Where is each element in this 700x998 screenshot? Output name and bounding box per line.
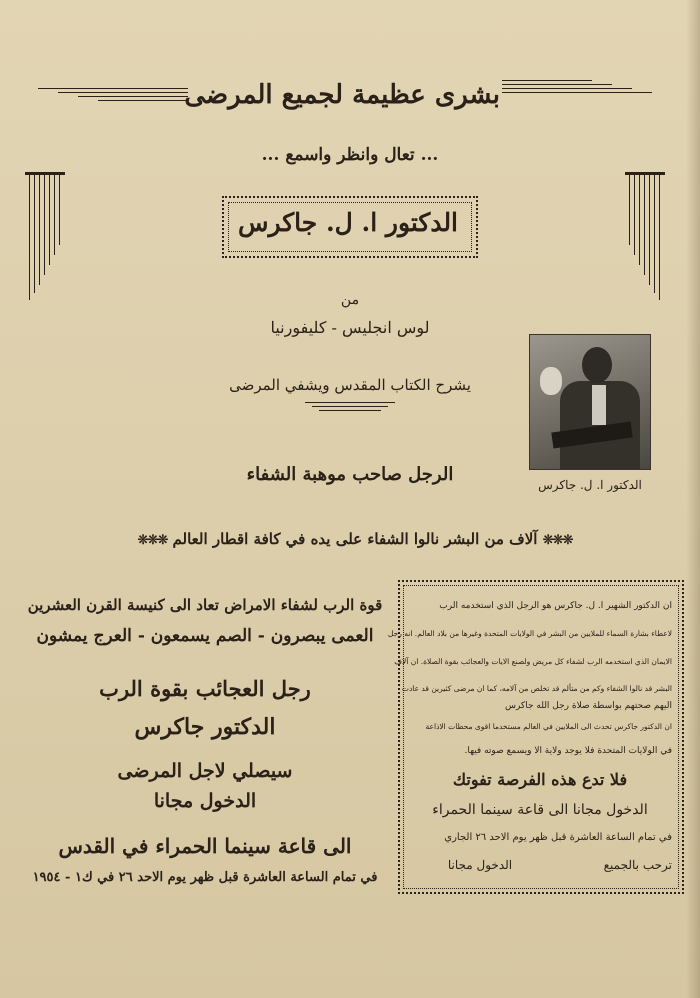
banner-ornament-right: ❊❊❊ bbox=[542, 533, 573, 548]
from-label: من bbox=[340, 292, 360, 308]
header-rule-left bbox=[38, 88, 188, 104]
left-line-2: العمى يبصرون - الصم يسمعون - العرج يمشون bbox=[36, 626, 374, 646]
headline: بشرى عظيمة لجميع المرضى bbox=[184, 80, 500, 110]
left-line-3: رجل العجائب بقوة الرب bbox=[99, 676, 311, 701]
banner-ornament-left: ❊❊❊ bbox=[137, 533, 168, 548]
left-line-6: الدخول مجانا bbox=[153, 790, 257, 812]
box-line-7: في الولايات المتحدة فلا يوجد ولاية الا ويسمع صوته فيها. bbox=[464, 746, 672, 756]
left-line-5: سيصلي لاجل المرضى bbox=[117, 760, 293, 782]
banner-text: آلاف من البشر نالوا الشفاء على يده في كافة اقطار العالم bbox=[172, 530, 538, 548]
page-edge-shadow bbox=[686, 0, 700, 998]
header-rule-right bbox=[502, 80, 652, 96]
description: يشرح الكتاب المقدس ويشفي المرضى bbox=[229, 376, 471, 394]
photo-caption: الدكتور ا. ل. جاكرس bbox=[538, 478, 642, 492]
left-line-7: الى قاعة سينما الحمراء في القدس bbox=[58, 834, 352, 858]
box-entry-line: الدخول مجانا الى قاعة سينما الحمراء bbox=[432, 802, 648, 818]
banner bbox=[130, 530, 580, 548]
box-line-3: الايمان الذي استخدمه الرب لشفاء كل مريض ولصنع الايات والعجائب بقوة الصلاة. ان آلاف bbox=[394, 657, 672, 666]
speaker-name: الدكتور ا. ل. جاكرس bbox=[237, 208, 459, 237]
subline: ... تعال وانظر واسمع ... bbox=[261, 145, 439, 165]
left-line-4: الدكتور جاكرس bbox=[134, 714, 276, 740]
speaker-photo bbox=[529, 334, 651, 470]
left-date-line: في تمام الساعة العاشرة قبل ظهر يوم الاحد ٢٦ في ك١ - ١٩٥٤ bbox=[32, 870, 378, 885]
box-line-2: لاعطاء بشارة السماء للملايين من البشر في الولايات المتحدة وغيرها من بلاد العالم. انه رجل bbox=[387, 629, 672, 638]
box-call-to-action: فلا تدع هذه الفرصة تفوتك bbox=[452, 770, 628, 789]
box-line-1: ان الدكتور الشهير ا. ل. جاكرس هو الرجل الذي استخدمه الرب bbox=[439, 601, 672, 611]
tagline: الرجل صاحب موهبة الشفاء bbox=[246, 464, 454, 485]
box-line-4: البشر قد نالوا الشفاء وكم من متألم قد تخلص من آلامه، كما ان مرضى كثيرين قد عادت bbox=[401, 684, 672, 693]
origin: لوس انجليس - كليفورنيا bbox=[270, 318, 430, 337]
description-underline bbox=[305, 402, 395, 414]
box-line-5: اليهم صحتهم بواسطة صلاة رجل الله جاكرس bbox=[504, 701, 672, 711]
fringe-ornament-right bbox=[625, 172, 665, 307]
box-line-6: ان الدكتور جاكرس تحدث الى الملايين في العالم مستخدما اقوى محطات الاذاعة bbox=[425, 722, 672, 731]
info-box bbox=[387, 580, 684, 894]
fringe-ornament-left bbox=[25, 172, 65, 307]
box-time-line: في تمام الساعة العاشرة قبل ظهر يوم الاحد ٢٦ الجاري bbox=[444, 832, 672, 843]
left-line-1: قوة الرب لشفاء الامراض تعاد الى كنيسة القرن العشرين bbox=[27, 596, 383, 614]
box-welcome: ترحب بالجميع bbox=[603, 858, 672, 872]
box-free-entry: الدخول مجانا bbox=[447, 858, 513, 872]
